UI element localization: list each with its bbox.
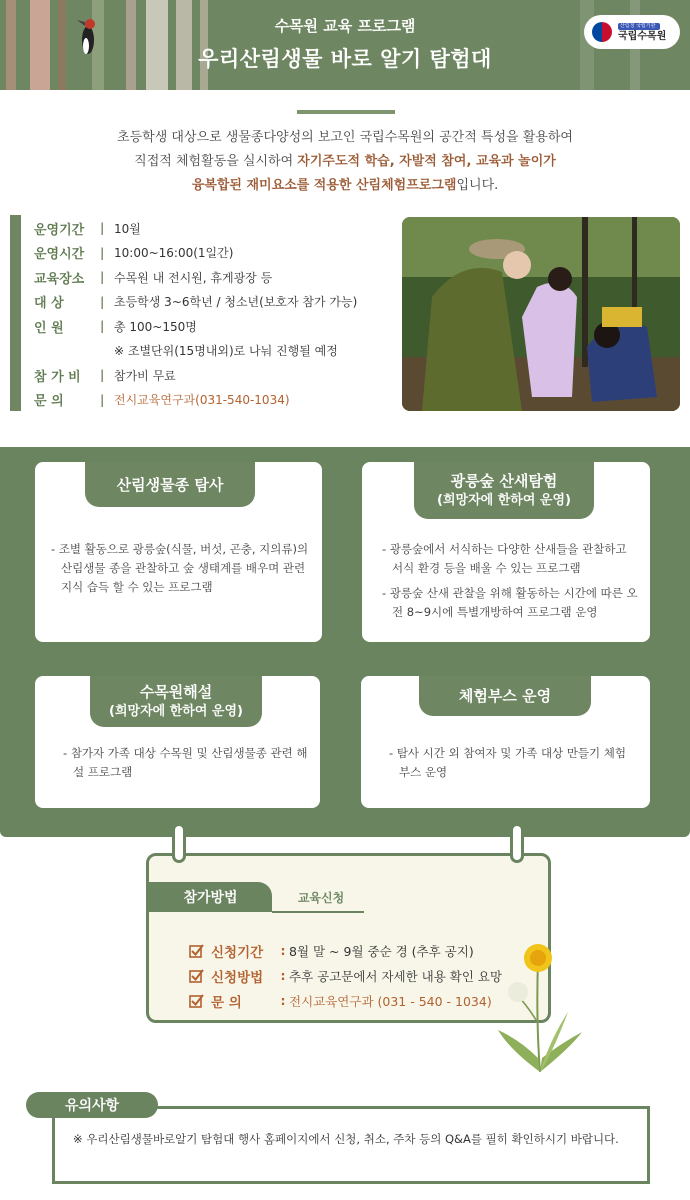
method-row-contact: 문 의 : 전시교육연구과 (031 - 540 - 1034) [189,988,502,1013]
info-list [34,216,357,412]
intro-line-3-text: 입니다. [456,178,499,193]
program-list [382,540,638,628]
program-card-species [35,462,322,642]
arboretum-logo[interactable] [584,15,680,49]
method-row-period: 신청기간 : 8월 말 ~ 9월 중순 경 (추후 공지) [189,938,502,963]
info-value: 수목원 내 전시원, 휴게광장 등 [114,270,273,285]
method-subtitle: 교육신청 [297,891,345,905]
intro-line-1: 초등학생 대상으로 생물종다양성의 보고인 국립수목원의 공간적 특성을 활용하여 [117,130,573,145]
intro-line-2-text: 직접적 체험활동을 실시하여 [134,154,298,169]
notice-text: ※ 우리산림생물바로알기 탐험대 행사 홈페이지에서 신청, 취소, 주차 등의 Q&A를 필히 확인하시기 바랍니다. [73,1132,619,1146]
program-item: - 조별 활동으로 광릉숲(식물, 버섯, 곤충, 지의류)의 산림생물 종을 관찰하고 숲 생태계를 배우며 관련 지식 습득 할 수 있는 프로그램 [51,542,309,594]
header-banner [0,0,690,90]
method-underline [272,911,364,913]
taegeuk-icon [592,22,612,42]
program-photo [402,217,680,411]
page-title: 우리산림생물 바로 알기 탐험대 [198,47,492,71]
info-label: 참 가 비 [34,369,81,385]
logo-tagline: 산림청 국립기관 [618,23,660,30]
program-tag [419,676,591,716]
contact-link[interactable]: 전시교육연구과(031-540-1034) [114,393,290,408]
method-value: 8월 말 ~ 9월 중순 경 (추후 공지) [289,943,474,959]
method-tag: 참가방법 [149,882,272,912]
dandelion-illustration [490,940,585,1075]
program-subtitle: (희망자에 한하여 운영) [109,703,243,719]
program-list [63,744,308,788]
program-item: - 광릉숲 산새 관찰을 위해 활동하는 시간에 따른 오전 8~9시에 특별개방하여 프로그램 운영 [382,586,638,619]
program-item: - 참가자 가족 대상 수목원 및 산림생물종 관련 해설 프로그램 [63,746,308,779]
checkbox-icon [189,968,205,984]
method-label: 신청기간 [211,944,264,961]
info-label: 인 원 [34,320,64,336]
info-value: 참가비 무료 [114,368,176,383]
program-item: - 탐사 시간 외 참여자 및 가족 대상 만들기 체험 부스 운영 [389,746,627,779]
info-row-period: 운영기간 | 10월 [34,216,357,241]
info-row-contact: 문 의 | 전시교육연구과(031-540-1034) [34,388,357,413]
logo-name: 국립수목원 [618,30,667,42]
program-title: 수목원해설 [139,682,213,701]
info-row-headcount: 인 원 | 총 100~150명 [34,314,357,339]
info-label: 문 의 [34,394,64,410]
info-label: 대 상 [34,296,64,312]
program-title: 산림생물종 탐사 [116,475,224,494]
intro-line-2 [0,150,690,174]
program-card-booth [361,676,650,808]
info-row-target: 대 상 | 초등학생 3~6학년 / 청소년(보호자 참가 가능) [34,290,357,315]
intro-line-2-accent: 자기주도적 학습, 자발적 참여, 교육과 놀이가 [297,154,556,169]
info-label: 운영기간 [34,222,85,238]
program-item: - 광릉숲에서 서식하는 다양한 산새들을 관찰하고 서식 환경 등을 배울 수 있는 프로그램 [382,542,627,575]
info-value: 초등학생 3~6학년 / 청소년(보호자 참가 가능) [114,295,358,310]
program-title: 체험부스 운영 [458,687,552,705]
program-card-birds [362,462,650,642]
program-board [0,447,690,837]
info-label: 교육장소 [34,271,85,287]
method-label: 신청방법 [211,969,264,986]
method-row-way: 신청방법 : 추후 공고문에서 자세한 내용 확인 요망 [189,963,502,988]
program-tag [85,462,255,507]
checkbox-icon [189,943,205,959]
method-value: 추후 공고문에서 자세한 내용 확인 요망 [289,968,503,984]
checkbox-icon [189,993,205,1009]
program-title: 광릉숲 산새탐험 [450,471,558,490]
program-tag [90,676,262,727]
info-row-note [34,339,357,364]
info-row-time: 운영시간 | 10:00~16:00(1일간) [34,241,357,266]
program-subtitle: 수목원 교육 프로그램 [274,17,416,35]
program-list [51,540,309,603]
method-contact-link[interactable]: 전시교육연구과 (031 - 540 - 1034) [289,993,492,1009]
binder-ring-left [172,823,186,863]
info-value: 총 100~150명 [114,319,197,334]
intro-divider [297,110,395,114]
method-rows [189,938,502,1013]
method-label: 문 의 [211,994,242,1011]
program-subtitle: (희망자에 한하여 운영) [437,492,571,508]
info-row-place: 교육장소 | 수목원 내 전시원, 휴게광장 등 [34,265,357,290]
info-label: 운영시간 [34,247,85,263]
info-note: ※ 조별단위(15명내외)로 나눠 진행될 예정 [114,344,338,359]
program-tag [414,462,594,519]
program-list [389,744,637,788]
binder-ring-right [510,823,524,863]
notice-tag: 유의사항 [26,1092,158,1118]
intro-line-3-accent: 융복합된 재미요소를 적용한 산림체험프로그램 [191,178,457,193]
info-accent-bar [10,215,21,411]
info-row-fee: 참 가 비 | 참가비 무료 [34,363,357,388]
intro-line-3 [0,174,690,198]
program-card-guide [35,676,320,808]
intro-text [0,126,690,198]
info-value: 10:00~16:00(1일간) [114,246,234,261]
info-value: 10월 [114,221,141,236]
